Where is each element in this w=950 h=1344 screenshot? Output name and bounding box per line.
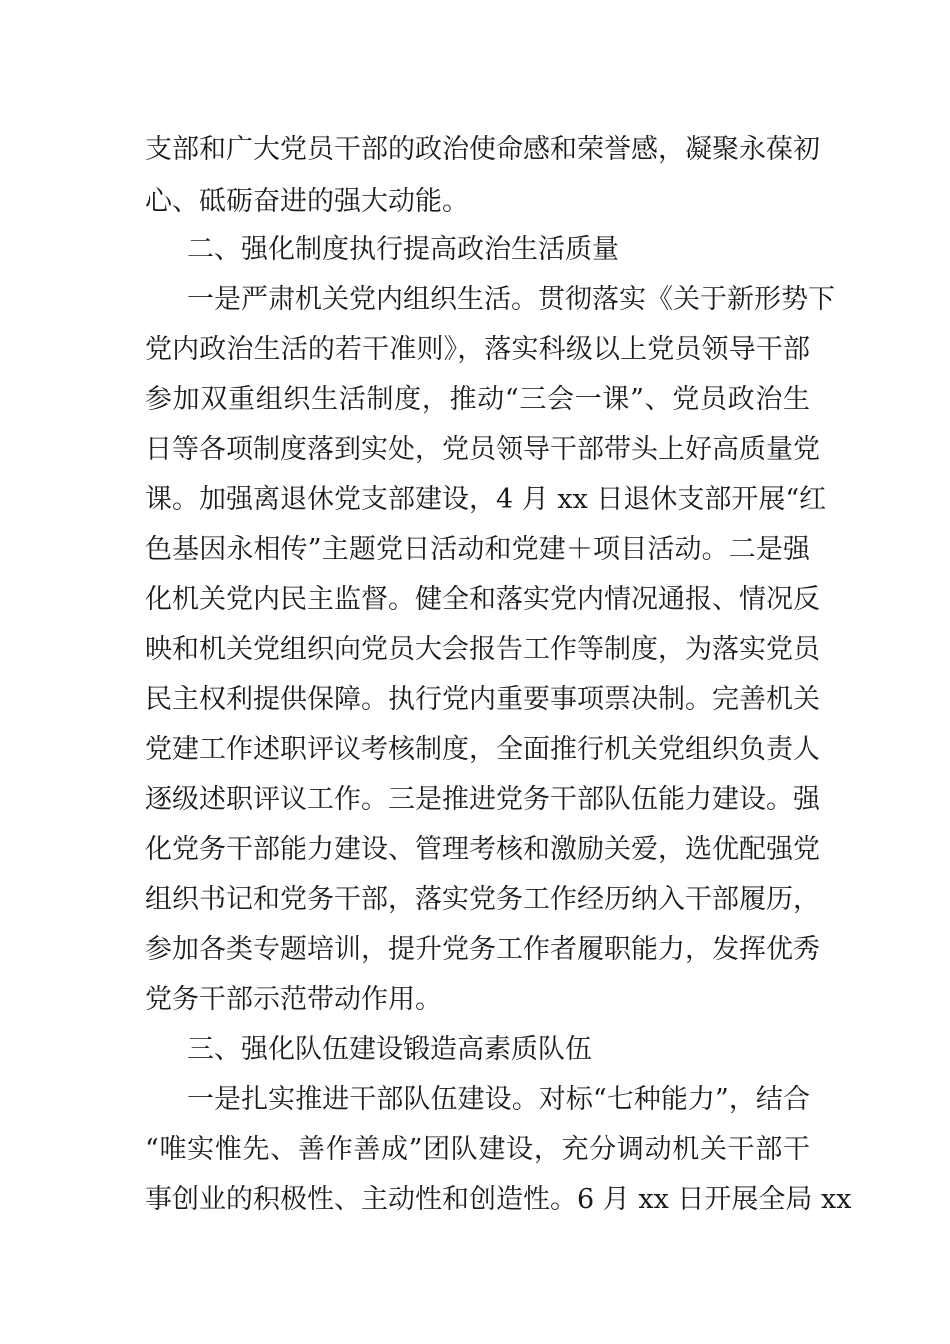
section-heading: 三、强化队伍建设锻造高素质队伍 [187,1034,592,1065]
text-line: 日等各项制度落到实处，党员领导干部带头上好高质量党 [145,434,820,465]
text-line: 党务干部示范带动作用。 [145,984,442,1015]
text-line: 一是扎实推进干部队伍建设。对标“七种能力”，结合 [187,1084,810,1115]
text-line: 组织书记和党务干部，落实党务工作经历纳入干部履历， [145,884,820,915]
text-line: 化机关党内民主监督。健全和落实党内情况通报、情况反 [145,584,820,615]
text-line: 色基因永相传”主题党日活动和党建＋项目活动。二是强 [145,534,810,565]
text-line: 参加各类专题培训，提升党务工作者履职能力，发挥优秀 [145,934,820,965]
text-line: 映和机关党组织向党员大会报告工作等制度，为落实党员 [145,634,820,665]
text-line: 事创业的积极性、主动性和创造性。6 月 xx 日开展全局 xx [145,1184,852,1215]
section-heading: 二、强化制度执行提高政治生活质量 [187,234,619,265]
text-line: 一是严肃机关党内组织生活。贯彻落实《关于新形势下 [187,284,835,315]
text-line: 民主权利提供保障。执行党内重要事项票决制。完善机关 [145,684,820,715]
text-line: “唯实惟先、善作善成”团队建设，充分调动机关干部干 [145,1134,810,1165]
text-line: 化党务干部能力建设、管理考核和激励关爱，选优配强党 [145,834,820,865]
text-line: 党建工作述职评议考核制度，全面推行机关党组织负责人 [145,734,820,765]
text-line: 支部和广大党员干部的政治使命感和荣誉感，凝聚永葆初 [145,134,820,165]
text-line: 心、砥砺奋进的强大动能。 [145,186,469,217]
text-line: 课。加强离退休党支部建设，4 月 xx 日退休支部开展“红 [145,484,827,515]
text-line: 党内政治生活的若干准则》，落实科级以上党员领导干部 [145,334,810,365]
text-line: 逐级述职评议工作。三是推进党务干部队伍能力建设。强 [145,784,820,815]
text-line: 参加双重组织生活制度，推动“三会一课”、党员政治生 [145,384,810,415]
